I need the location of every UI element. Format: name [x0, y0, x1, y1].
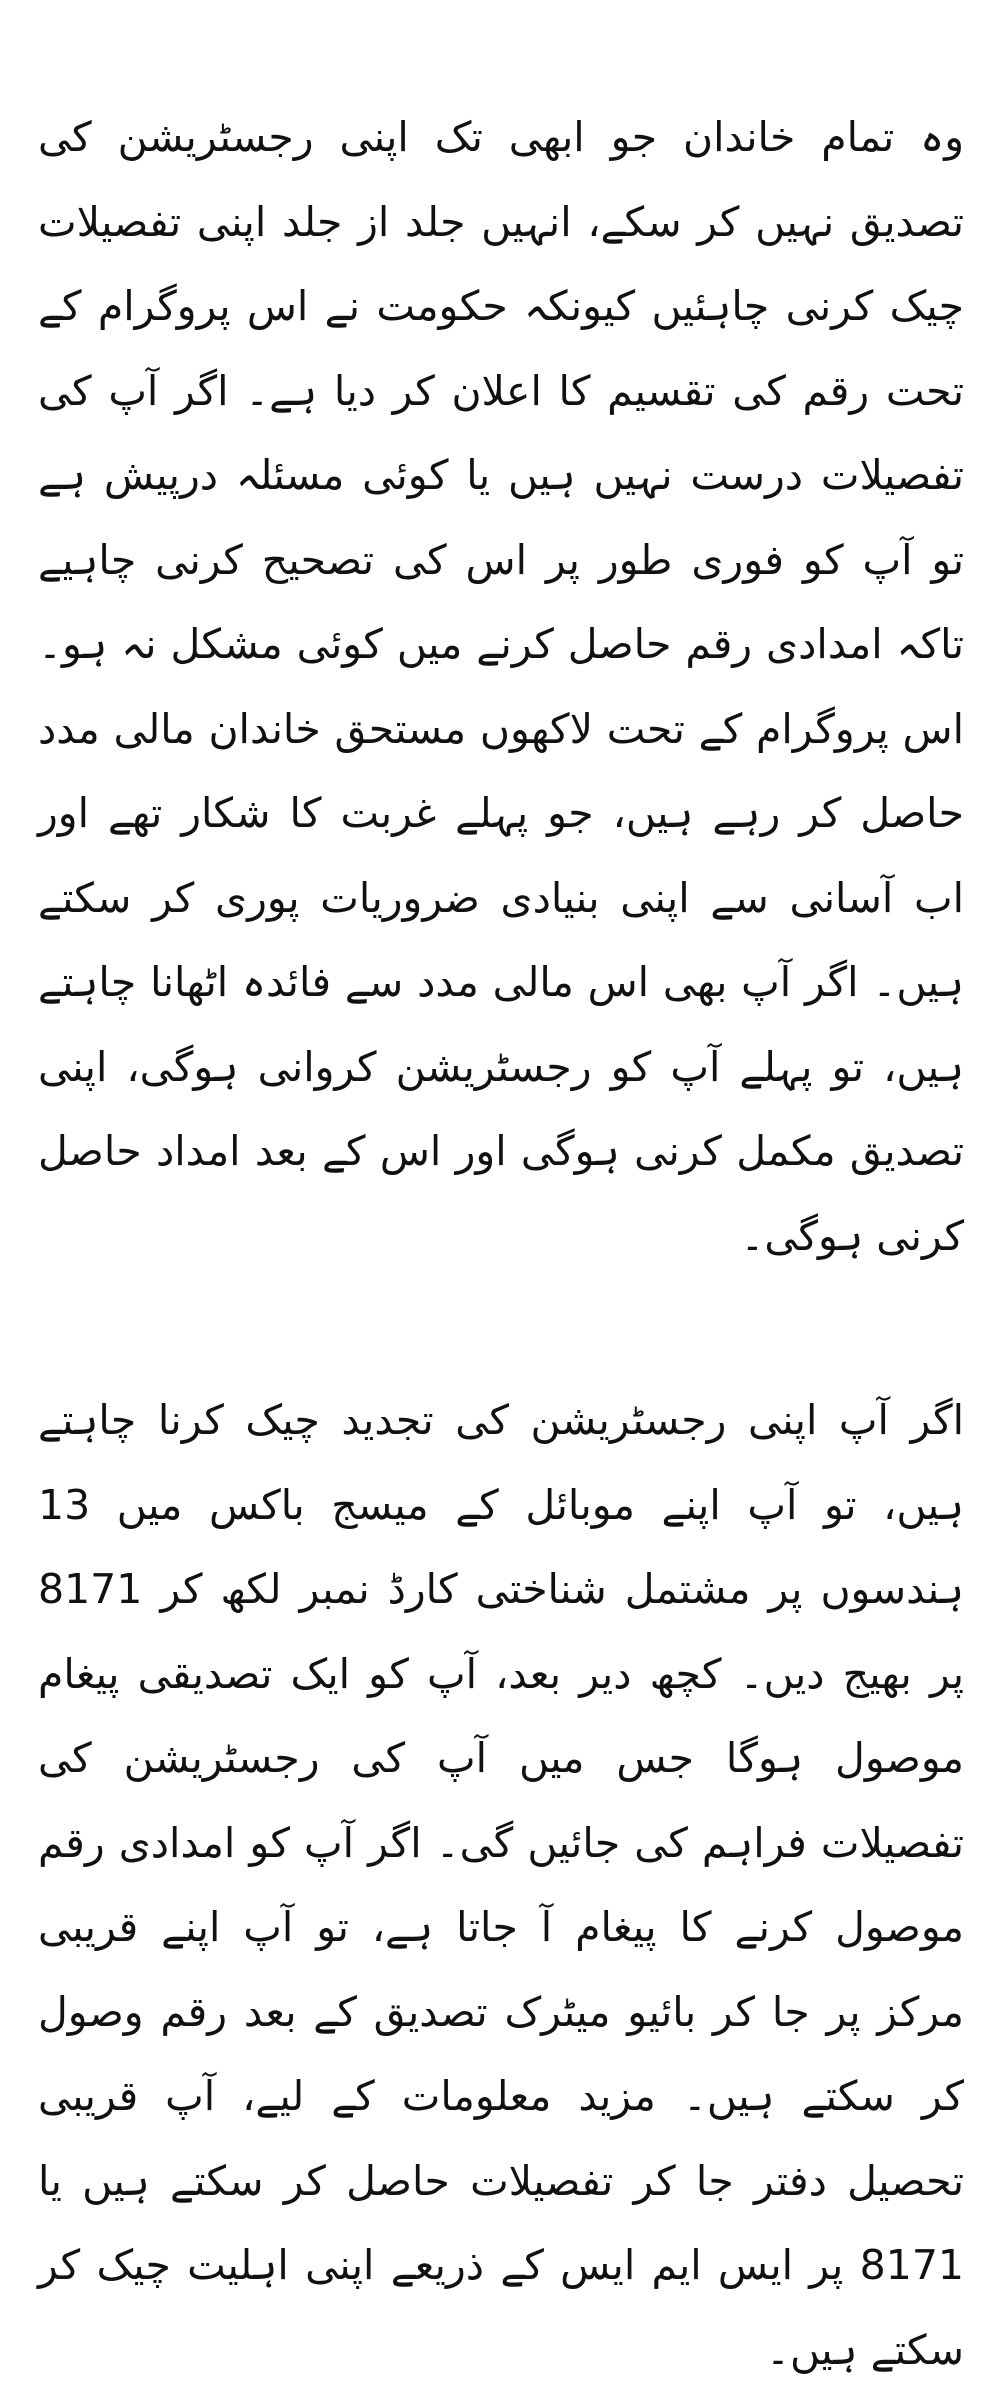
paragraph-registration-verification: وہ تمام خاندان جو ابھی تک اپنی رجسٹریشن کی تصدیق نہیں کر سکے، انہیں جلد از جلد اپنی تفصیلات چیک کرنی چاہئیں کیونکہ حکومت نے اس پروگرام کے تحت رقم کی تقسیم کا اعلان کر دیا ہے۔ اگر آپ کی تفصیلات درست نہیں ہیں یا کوئی مسئلہ درپیش ہے تو آپ کو فوری طور پر اس کی تصحیح کرنی چاہیے تاکہ امدادی رقم حاصل کرنے میں کوئی مشکل نہ ہو۔ اس پروگرام کے تحت لاکھوں مستحق خاندان مالی مدد حاصل کر رہے ہیں، جو پہلے غربت کا شکار تھے اور اب آسانی سے اپنی بنیادی ضروریات پوری کر سکتے ہیں۔ اگر آپ بھی اس مالی مدد سے فائدہ اٹھانا چاہتے ہیں، تو پہلے آپ کو رجسٹریشن کروانی ہوگی، اپنی تصدیق مکمل کرنی ہوگی اور اس کے بعد امداد حاصل کرنی ہوگی۔ [38, 113, 964, 1260]
paragraph-sms-check-8171: اگر آپ اپنی رجسٹریشن کی تجدید چیک کرنا چاہتے ہیں، تو آپ اپنے موبائل کے میسج باکس میں 13 ہندسوں پر مشتمل شناختی کارڈ نمبر لکھ کر 8171 پر بھیج دیں۔ کچھ دیر بعد، آپ کو ایک تصدیقی پیغام موصول ہوگا جس میں آپ کی رجسٹریشن کی تفصیلات فراہم کی جائیں گی۔ اگر آپ کو امدادی رقم موصول کرنے کا پیغام آ جاتا ہے، تو آپ اپنے قریبی مرکز پر جا کر بائیو میٹرک تصدیق کے بعد رقم وصول کر سکتے ہیں۔ مزید معلومات کے لیے، آپ قریبی تحصیل دفتر جا کر تفصیلات حاصل کر سکتے ہیں یا 8171 پر ایس ایم ایس کے ذریعے اپنی اہلیت چیک کر سکتے ہیں۔ [38, 1396, 964, 2374]
